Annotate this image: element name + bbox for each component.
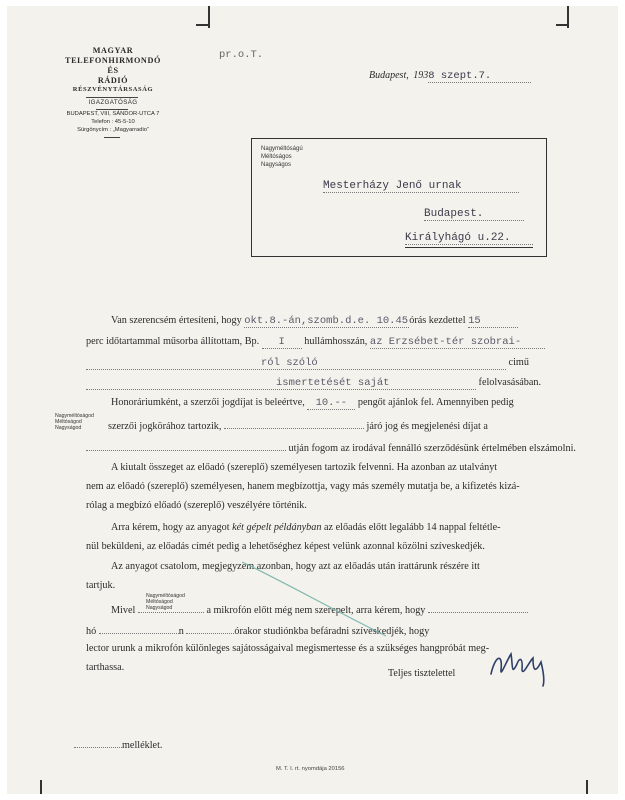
- p15-text-a: Mivel: [111, 605, 136, 616]
- body-line-9: nem az előadó (szereplő) személyesen, hanem megbízottja, vagy más személy mutatja be, a kifizetés kizá-: [86, 481, 520, 492]
- p6-title-3: Nagyságod: [55, 425, 82, 431]
- p11-text-b: az előadás előtt legalább 14 nappal feltétle-: [324, 522, 501, 533]
- p5-text-a: Honoráriumként, a szerzői jogdíjat is beleértve,: [111, 397, 305, 408]
- body-line-1: [111, 315, 518, 328]
- p6-text-a: szerzői jogkörához tartozik,: [108, 421, 222, 432]
- p11-text-emphasis: két gépelt példányban: [232, 522, 322, 533]
- letterhead-line5: RÉSZVÉNYTÁRSASÁG: [72, 86, 154, 93]
- body-line-11: [111, 522, 501, 533]
- fold-mark-bottom-right: [586, 780, 588, 794]
- date-year-prefix: 193: [413, 70, 429, 81]
- recipient-title3: Nagyságos: [261, 162, 292, 168]
- date-place: [369, 70, 531, 82]
- recipient-name: Mesterházy Jenő urnak: [323, 180, 519, 193]
- body-line-10: rólag a megbízó előadó (szereplő) veszélyére történik.: [86, 500, 307, 511]
- p6-fill-blank: [224, 418, 364, 429]
- body-line-17: lector urunk a mikrofón különleges sajátosságaival megismertesse és a szükséges hangpróbát meg-: [86, 643, 490, 654]
- p15-title-1: Nagyméltóságod: [146, 593, 185, 599]
- fold-mark-bottom-left: [40, 780, 42, 794]
- body-line-18: tarthassa.: [86, 662, 125, 673]
- p2-text-b: hullámhosszán,: [304, 336, 368, 347]
- p7-text: utján fogom az irodával fennálló szerződésünk értelmében elszámolni.: [288, 443, 576, 454]
- p6-title-1: Nagyméltóságod: [55, 413, 94, 419]
- enclosure-fill: [74, 737, 122, 748]
- body-line-2: [86, 336, 545, 349]
- p6-text-b: járó jog és megjelenési díjat a: [366, 421, 488, 432]
- letterhead-address: BUDAPEST, VIII, SÁNDOR-UTCA 7: [66, 111, 160, 117]
- p6-titles: [55, 413, 94, 431]
- enclosure-line: [74, 737, 162, 751]
- p15-title-3: Nagyságod: [146, 605, 173, 611]
- address-box-underline: [405, 247, 533, 248]
- letterhead-dept: IGAZGATÓSÁG: [88, 99, 138, 106]
- p1-text-b: órás kezdettel: [409, 315, 466, 326]
- handwritten-signature: [485, 640, 555, 690]
- p15-text-b: a mikrofón előtt még nem szerepelt, arra kérem, hogy: [206, 605, 426, 616]
- p15-fill-blank-2: [428, 602, 528, 613]
- enclosure-text: melléklet.: [122, 740, 163, 751]
- p2-text-a: perc időtartammal műsorba állítottam, Bp.: [86, 336, 260, 347]
- recipient-city: Budapest.: [424, 208, 524, 221]
- body-line-4: [86, 377, 541, 390]
- p16-day-suffix: n: [178, 626, 184, 637]
- body-line-3: [86, 357, 529, 370]
- p6-title-2: Méltóságod: [55, 419, 82, 425]
- body-line-12: nül beküldeni, az előadás címét pedig a lehetőséghez képest velünk azonnal közölni szíveskedjék.: [86, 541, 485, 552]
- p2-fill-title: az Erzsébet-tér szobrai-: [370, 336, 545, 349]
- letterhead-telegram: Sürgönycím : „Magyarradio”: [77, 127, 149, 133]
- p5-fill-fee: 10.--: [307, 397, 355, 410]
- p15-titles: [146, 593, 185, 611]
- recipient-titles: [261, 145, 303, 169]
- recipient-street: Királyhágó u.22.: [405, 232, 533, 245]
- p16-fill-day: [99, 623, 179, 634]
- letterhead-line3: ÉS: [107, 66, 119, 75]
- p15-title-2: Méltóságod: [146, 599, 173, 605]
- body-line-6: [108, 418, 488, 432]
- body-line-14: tartjuk.: [86, 580, 116, 591]
- p2-fill-station: I: [262, 336, 302, 349]
- p16-month: hó: [86, 626, 97, 637]
- body-line-7: [86, 440, 576, 454]
- closing-text: Teljes tisztelettel: [388, 668, 456, 679]
- letterhead-line4: RÁDIÓ: [97, 76, 129, 85]
- p7-fill-blank: [86, 440, 286, 451]
- date-place-text: Budapest,: [369, 70, 409, 81]
- recipient-title1: Nagyméltóságú: [261, 146, 303, 152]
- letterhead-line1: MAGYAR: [92, 46, 134, 55]
- body-line-13: Az anyagot csatolom, megjegyzem azonban, hogy azt az előadás után irattárunk részére itt: [111, 561, 480, 572]
- p5-text-b: pengőt ajánlok fel. Amennyiben pedig: [357, 397, 514, 408]
- p11-text-a: Arra kérem, hogy az anyagot: [111, 522, 230, 533]
- date-typed: 8 szept.7.: [428, 70, 531, 83]
- recipient-title2: Méltóságos: [261, 154, 292, 160]
- p4-text-b: felolvasásában.: [478, 377, 542, 388]
- letterhead-phone: Telefon : 45-5-10: [91, 119, 135, 125]
- letterhead-rule-2: [96, 109, 128, 110]
- letterhead-line2: TELEFONHIRMONDÓ: [65, 56, 161, 65]
- p3-fill-title: ról szóló: [86, 357, 506, 370]
- reference-code: pr.o.T.: [219, 49, 264, 61]
- p1-fill-duration: 15: [468, 315, 518, 328]
- letterhead-rule-3: [104, 137, 120, 138]
- p16-fill-hour: [186, 623, 234, 634]
- body-line-8: A kiutalt összeget az előadó (szereplő) személyesen tartozik felvenni. Ha azonban az utalványt: [111, 462, 498, 473]
- p16-text-c: órakor studiónkba befáradni szíveskedjék, hogy: [234, 626, 430, 637]
- p4-fill-reader: ismertetését saját: [86, 377, 476, 390]
- p1-fill-datetime: okt.8.-án,szomb.d.e. 10.45: [244, 315, 409, 327]
- body-line-5: [111, 397, 514, 410]
- fold-mark-top-left-h: [196, 24, 210, 26]
- letterhead-rule: [86, 97, 138, 98]
- fold-mark-top-right-h: [556, 24, 568, 26]
- pencil-stroke: [240, 560, 390, 640]
- p1-text-a: Van szerencsém értesíteni, hogy: [111, 315, 242, 326]
- printer-note: M. T. I. rt. nyomdája 20156: [276, 766, 345, 772]
- p3-text-b: cimű: [508, 357, 529, 368]
